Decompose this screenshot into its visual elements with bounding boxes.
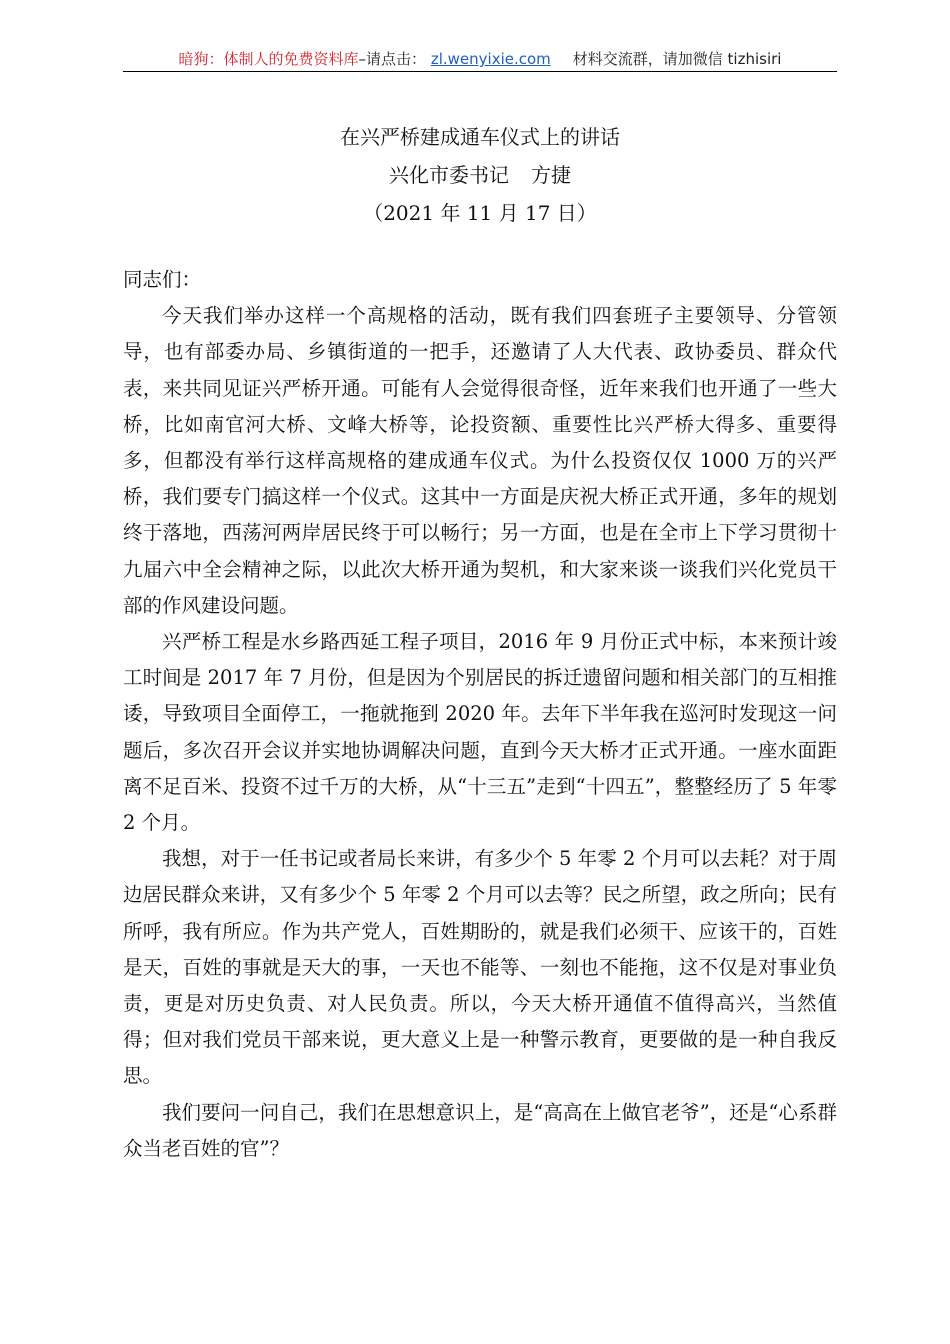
document-body (123, 262, 837, 1167)
document-title: 在兴严桥建成通车仪式上的讲话 (340, 125, 620, 149)
header-wechat-note: 材料交流群，请加微信 tizhisiri (572, 50, 782, 68)
body-paragraph: 我们要问一问自己，我们在思想意识上，是“高高在上做官老爷”，还是“心系群众当老百姓的官”？ (123, 1100, 837, 1160)
header-prompt: –请点击： (358, 50, 427, 68)
document-date: （2021 年 11 月 17 日） (363, 201, 597, 225)
header-link[interactable]: zl.wenyixie.com (430, 50, 551, 68)
author-name: 方捷 (531, 163, 571, 187)
body-paragraph: 今天我们举办这样一个高规格的活动，既有我们四套班子主要领导、分管领导，也有部委办局、乡镇街道的一把手，还邀请了人大代表、政协委员、群众代表，来共同见证兴严桥开通。可能有人会觉得很奇怪，近年来我们也开通了一些大桥，比如南官河大桥、文峰大桥等，论投资额、重要性比兴严桥大得多、重要得多，但都没有举行这样高规格的建成通车仪式。为什么投资仅仅 1000 万的兴严桥，我们要专门搞这样一个仪式。这其中一方面是庆祝大桥正式开通，多年的规划终于落地，西荡河两岸居民终于可以畅行；另一方面，也是在全市上下学习贯彻十九届六中全会精神之际，以此次大桥开通为契机，和大家来谈一谈我们兴化党员干部的作风建设问题。 (123, 304, 837, 617)
body-paragraph: 我想，对于一任书记或者局长来讲，有多少个 5 年零 2 个月可以去耗？对于周边居民群众来讲，又有多少个 5 年零 2 个月可以去等？民之所望，政之所向；民有所呼，我有所应。作为共产党人，百姓期盼的，就是我们必须干、应该干的，百姓是天，百姓的事就是天大的事，一天也不能等、一刻也不能拖，这不仅是对事业负责，更是对历史负责、对人民负责。所以，今天大桥开通值不值得高兴，当然值得；但对我们党员干部来说，更大意义上是一种警示教育，更要做的是一种自我反思。 (123, 847, 837, 1088)
body-paragraph: 兴严桥工程是水乡路西延工程子项目，2016 年 9 月份正式中标，本来预计竣工时间是 2017 年 7 月份，但是因为个别居民的拆迁遗留问题和相关部门的互相推诿，导致项目全面停工，一拖就拖到 2020 年。去年下半年我在巡河时发现这一问题后，多次召开会议并实地协调解决问题，直到今天大桥才正式开通。一座水面距离不足百米、投资不过千万的大桥，从“十三五”走到“十四五”，整整经历了 5 年零 2 个月。 (123, 630, 837, 835)
page-header (123, 46, 837, 72)
document-heading (123, 118, 837, 232)
header-divider (123, 71, 837, 72)
salutation: 同志们： (123, 268, 202, 291)
author-role: 兴化市委书记 (389, 163, 509, 187)
document-author (123, 156, 837, 194)
header-brand: 暗狗：体制人的免费资料库 (178, 50, 359, 68)
